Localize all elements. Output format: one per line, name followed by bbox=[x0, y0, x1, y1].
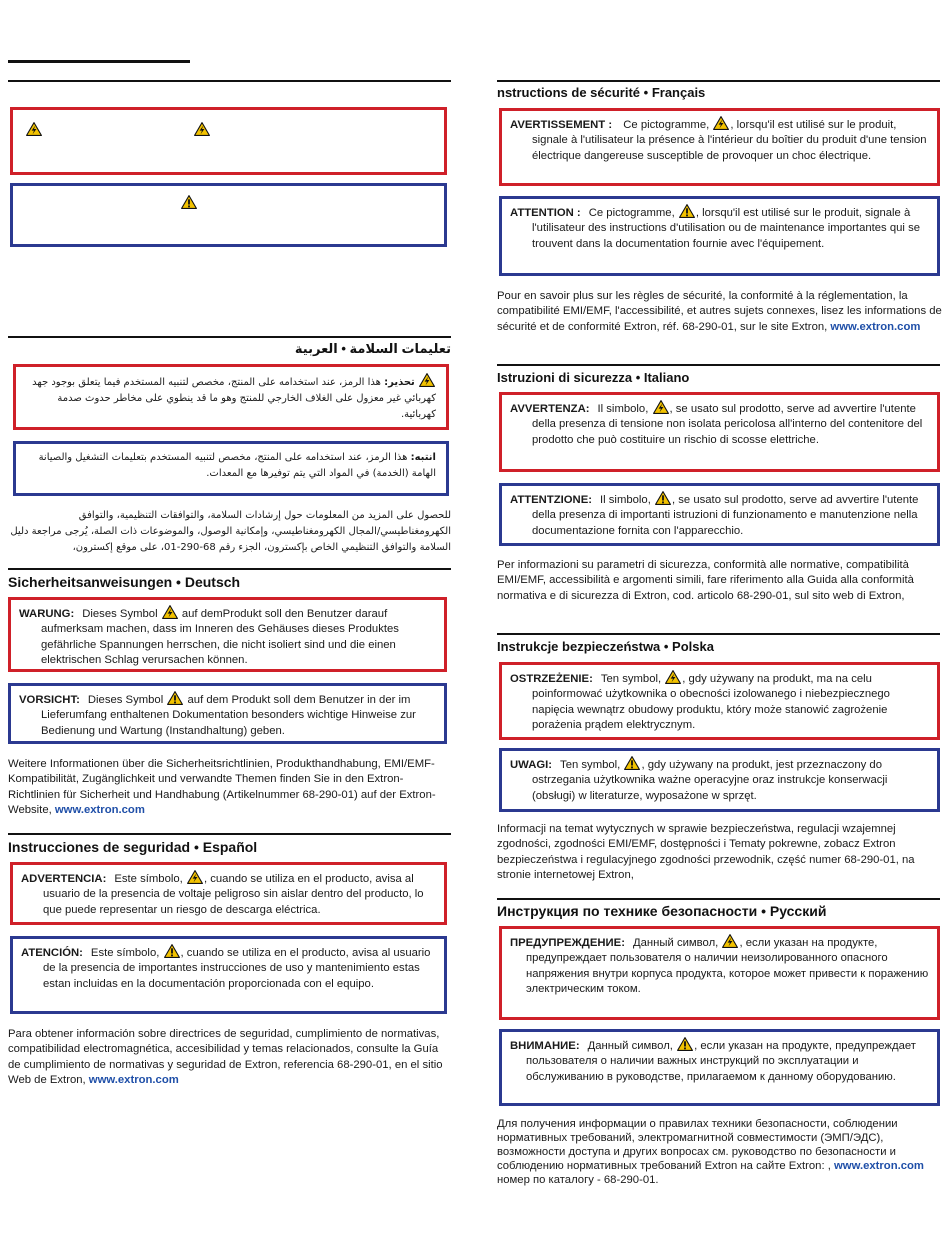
russian-warning-label: ПРЕДУПРЕЖДЕНИЕ: bbox=[510, 937, 625, 949]
german-warning-text: WARUNG: Dieses Symbol auf demProdukt soll den Benutzer darauf aufmerksam machen, dass im Inneren des Gehäuses dieses Produktes gefährliche Spannungen herrschen, die nicht isoliert sind und die einen elektrischen Schlag verursachen können. bbox=[19, 605, 436, 669]
english-warning-box bbox=[10, 107, 447, 175]
arabic-warning-box bbox=[13, 364, 449, 430]
polish-info: Informacji na temat wytycznych w sprawie bezpieczeństwa, regulacji wzajemnej zgodności, zgodności EMI/EMF, dostępności i Tematy pokrewne, zobacz Extron bezpieczeństwa i regulacyjnego zgodności przewodnik, część numer 68-290-01, na stronie internetowej Extron, bbox=[497, 823, 915, 881]
section-rule bbox=[8, 336, 451, 338]
polish-warning-text: OSTRZEŻENIE: Ten symbol, , gdy używany na produkt, ma na celu poinformować użytkownika o obecności izolowanego i niebezpiecznego napięcia wewnątrz obudowy produktu, który może stanowić zagrożenie porażenia prądem elektrycznym. bbox=[510, 670, 929, 734]
warning-triangle-icon bbox=[655, 491, 671, 505]
polish-attention-text: UWAGI: Ten symbol, , gdy używany na produkt, jest przeznaczony do ostrzegania użytkownika ważne operacyjne oraz instrukcje konserwacji (obsługi) w literaturze, wyposażone w sprzęt. bbox=[510, 756, 929, 804]
section-rule bbox=[8, 833, 451, 835]
section-rule bbox=[497, 898, 940, 900]
arabic-heading: تعليمات السلامة • العربية bbox=[294, 341, 451, 356]
french-info: Pour en savoir plus sur les règles de sécurité, la conformité à la réglementation, la compatibilité EMI/EMF, l'accessibilité, et autres sujets connexes, lisez les informations de sécurité et de conformité Extron, réf. 68-290-01, sur le site Extron, www.extron.com bbox=[497, 290, 942, 333]
top-accent-bar bbox=[8, 60, 190, 63]
extron-link[interactable]: www.extron.com bbox=[88, 1073, 179, 1086]
italian-attention-text: ATTENTZIONE: Il simbolo, , se usato sul prodotto, serve ad avvertire l'utente della presenza di importanti istruzioni di funzionamento e manutenzione nella documentazione fornita con l'apparecchio. bbox=[510, 491, 929, 539]
italian-heading: Istruzioni di sicurezza • Italiano bbox=[497, 370, 690, 385]
polish-heading: Instrukcje bezpieczeństwa • Polska bbox=[497, 639, 714, 654]
russian-warning-box bbox=[499, 926, 940, 1020]
german-warning-label: WARUNG: bbox=[19, 608, 75, 620]
french-warning-box bbox=[499, 108, 940, 186]
spanish-warning-box bbox=[10, 862, 447, 925]
french-attention-box bbox=[499, 196, 940, 276]
spanish-attention-box bbox=[10, 936, 447, 1014]
german-heading: Sicherheitsanweisungen • Deutsch bbox=[8, 574, 241, 590]
spanish-info: Para obtener información sobre directrices de seguridad, cumplimiento de normativas, compatibilidad electromagnética, accesibilidad y temas relacionados, consulte la Guía de cumplimiento de normativas y seguridad de Extron, referencia 68-290-01, en el sitio Web de Extron, www.extron.com bbox=[8, 1028, 443, 1086]
german-attention-text: VORSICHT: Dieses Symbol auf dem Produkt soll dem Benutzer in der im Lieferumfang enthaltenen Dokumentation besonders wichtige Hinweise zur Bedienung und Wartung (Instandhaltung) geben. bbox=[19, 691, 436, 739]
lightning-triangle-icon bbox=[419, 373, 435, 387]
lightning-triangle-icon bbox=[653, 400, 669, 414]
lightning-triangle-icon bbox=[162, 605, 178, 619]
russian-warning-text: ПРЕДУПРЕЖДЕНИЕ: Данный символ, , если указан на продукте, предупреждает пользователя о наличии неизолированного опасного напряжения внутри корпуса продукта, которое может привести к поражению электрическим током. bbox=[510, 934, 929, 998]
arabic-attention-text: انتبه: هذا الرمز، عند استخدامه على المنتج، مخصص لتنبيه المستخدم بتعليمات التشغيل والصيانة الهامة (الخدمة) في المواد التي يتم توفيرها مع المعدات. bbox=[38, 452, 436, 479]
spanish-attention-label: ATENCIÓN: bbox=[21, 947, 83, 959]
french-heading: nstructions de sécurité • Français bbox=[497, 85, 706, 100]
german-warning-box bbox=[8, 597, 447, 672]
arabic-info: للحصول على المزيد من المعلومات حول إرشادات السلامة، والتوافقات التنظيمية، والتوافق الكهرومغناطيسي/المجال الكهرومغناطيسي، وإمكانية الوصول، والموضوعات ذات الصلة، يُرجى مراجعة دليل السلامة والتوافق التنظيمي الخاص بإكسترون، الجزء رقم 68-290-01، على موقع إكسترون، bbox=[10, 510, 451, 553]
italian-attention-box bbox=[499, 483, 940, 546]
french-attention-label: ATTENTION : bbox=[510, 207, 581, 219]
section-rule bbox=[8, 80, 451, 82]
arabic-warning-text: تحذير: هذا الرمز، عند استخدامه على المنتج، مخصص لتنبيه المستخدم فيما يتعلق بوجود جهد كهربائي غير معزول على الغلاف الخارجي للمنتج وهو ما قد ينطوي على مخاطر حدوث صدمة كهربائية. bbox=[26, 373, 436, 423]
lightning-triangle-icon bbox=[722, 934, 738, 948]
section-rule bbox=[497, 364, 940, 366]
warning-triangle-icon bbox=[167, 691, 183, 705]
french-warning-text: AVERTISSEMENT : Ce pictogramme, , lorsqu'il est utilisé sur le produit, signale à l'utilisateur la présence à l'intérieur du boîtier du produit d'une tension électrique dangereuse susceptible de provoquer un choc électrique. bbox=[510, 116, 929, 164]
warning-triangle-icon bbox=[677, 1037, 693, 1051]
russian-heading: Инструкция по технике безопасности • Русский bbox=[497, 903, 827, 919]
italian-attention-label: ATTENTZIONE: bbox=[510, 494, 592, 506]
german-info: Weitere Informationen über die Sicherheitsrichtlinien, Produkthandhabung, EMI/EMF-Kompatibilität, Zugänglichkeit und verwandte Themen finden Sie in den Extron-Richtlinien für Sicherheit und Handhabung (Artikelnummer 68-290-01) auf der Extron-Website, www.extron.com bbox=[8, 758, 436, 816]
italian-warning-label: AVVERTENZA: bbox=[510, 403, 590, 415]
spanish-warning-text: ADVERTENCIA: Este símbolo, , cuando se utiliza en el producto, avisa al usuario de la presencia de voltaje peligroso sin aislar dentro del producto, lo que puede representar un riesgo de descarga eléctrica. bbox=[21, 870, 436, 918]
polish-attention-label: UWAGI: bbox=[510, 759, 553, 771]
arabic-attention-box bbox=[13, 441, 449, 496]
arabic-warning-label: تحذير: bbox=[384, 377, 415, 388]
lightning-triangle-icon bbox=[26, 122, 42, 136]
section-rule bbox=[8, 568, 451, 570]
section-rule bbox=[497, 80, 940, 82]
russian-attention-text: ВНИМАНИЕ: Данный символ, , если указан на продукте, предупреждает пользователя о наличии важных инструкций по эксплуатации и обслуживанию в руководстве, прилагаемом к данному оборудованию. bbox=[510, 1037, 929, 1085]
french-warning-label: AVERTISSEMENT : bbox=[510, 119, 613, 131]
polish-warning-box bbox=[499, 662, 940, 740]
extron-link[interactable]: www.extron.com bbox=[834, 1160, 924, 1172]
section-rule bbox=[497, 633, 940, 635]
russian-info: Для получения информации о правилах техники безопасности, соблюдении нормативных требований, электромагнитной совместимости (ЭМП/ЭДС), возможности доступа и других вопросах см. руководство по безопасности и соблюдению нормативных требований Extron на сайте Extron: , www.extron.com номер по каталогу - 68-290-01. bbox=[497, 1118, 924, 1186]
warning-triangle-icon bbox=[679, 204, 695, 218]
german-attention-label: VORSICHT: bbox=[19, 694, 80, 706]
arabic-attention-label: انتبه: bbox=[410, 452, 436, 463]
italian-warning-box bbox=[499, 392, 940, 472]
russian-attention-label: ВНИМАНИЕ: bbox=[510, 1040, 580, 1052]
lightning-triangle-icon bbox=[194, 122, 210, 136]
english-attention-box bbox=[10, 183, 447, 247]
lightning-triangle-icon bbox=[713, 116, 729, 130]
extron-link[interactable]: www.extron.com bbox=[830, 320, 921, 333]
german-attention-box bbox=[8, 683, 447, 744]
polish-warning-label: OSTRZEŻENIE: bbox=[510, 673, 593, 685]
italian-info: Per informazioni su parametri di sicurezza, conformità alle normative, compatibilità EMI/EMF, accessibilità e argomenti simili, fare riferimento alla Guida alla conformità normativa e di sicurezza di Extron, cod. articolo 68-290-01, sul sito web di Extron, bbox=[497, 559, 914, 602]
lightning-triangle-icon bbox=[665, 670, 681, 684]
french-attention-text: ATTENTION : Ce pictogramme, , lorsqu'il est utilisé sur le produit, signale à l'utilisateur des instructions d'utilisation ou de maintenance importantes qui se trouvent dans la documentation fournie avec l'équipement. bbox=[510, 204, 929, 252]
polish-attention-box bbox=[499, 748, 940, 812]
italian-warning-text: AVVERTENZA: Il simbolo, , se usato sul prodotto, serve ad avvertire l'utente della presenza di tensione non isolata pericolosa all'interno del contenitore del prodotto che può costituire un rischio di scosse elettriche. bbox=[510, 400, 929, 448]
extron-link[interactable]: www.extron.com bbox=[54, 803, 145, 816]
warning-triangle-icon bbox=[164, 944, 180, 958]
warning-triangle-icon bbox=[181, 195, 197, 209]
lightning-triangle-icon bbox=[187, 870, 203, 884]
russian-attention-box bbox=[499, 1029, 940, 1106]
spanish-attention-text: ATENCIÓN: Este símbolo, , cuando se utiliza en el producto, avisa al usuario de la presencia de importantes instrucciones de uso y mantenimiento estas estan incluidas en la documentación proporcionada con el equipo. bbox=[21, 944, 436, 992]
spanish-heading: Instrucciones de seguridad • Español bbox=[8, 839, 258, 855]
spanish-warning-label: ADVERTENCIA: bbox=[21, 873, 107, 885]
warning-triangle-icon bbox=[624, 756, 640, 770]
